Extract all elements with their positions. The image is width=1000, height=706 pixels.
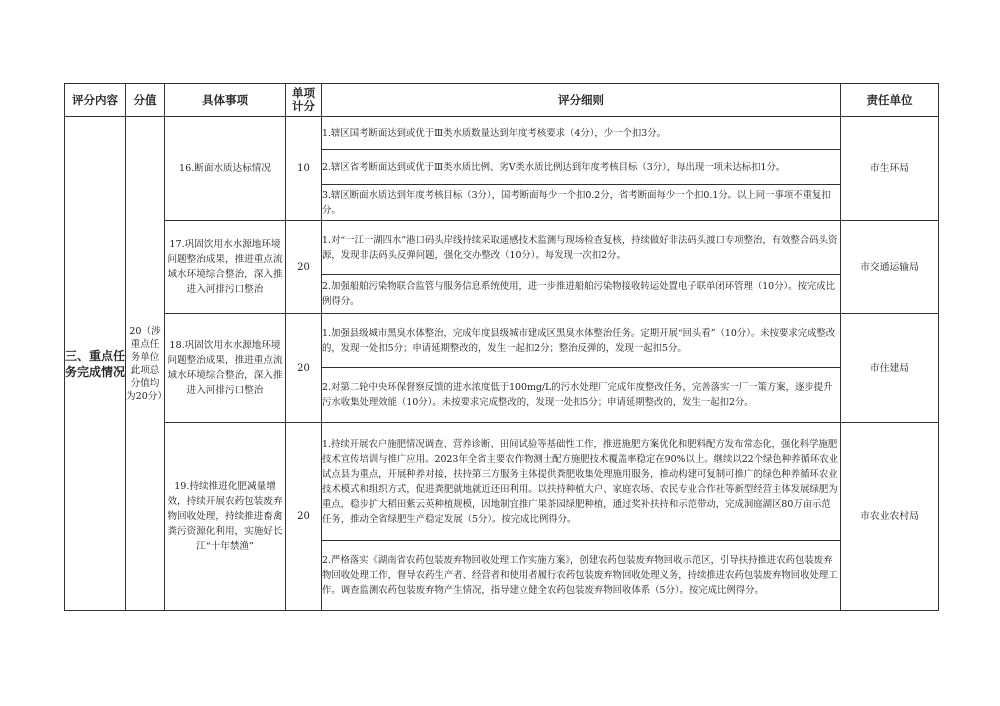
- item-title-17: 17.巩固饮用水水源地环境问题整治成果，推进重点流域水环境综合整治，深入推进入河排污口整治: [165, 221, 286, 314]
- header-item: 具体事项: [165, 84, 286, 117]
- item-title-16: 16.断面水质达标情况: [165, 117, 286, 221]
- category-score: 20（涉重点任务单位此项总分值均为20分）: [126, 117, 165, 611]
- header-unit: 责任单位: [841, 84, 939, 117]
- detail-18-2: 2.对第二轮中央环保督察反馈的进水浓度低于100mg/L的污水处理厂完成年度整改任务，完善落实一厂一策方案，逐步提升污水收集处理效能（10分）。未按要求完成整改的，发现一处扣5分；申请延期整改的，发生一起扣2分。: [322, 368, 841, 423]
- header-detail: 评分细则: [322, 84, 841, 117]
- header-content: 评分内容: [65, 84, 126, 117]
- scoring-table: [64, 83, 939, 611]
- header-score: 分值: [126, 84, 165, 117]
- category-name: 三、重点任务完成情况: [65, 117, 126, 611]
- item-unit-18: 市住建局: [841, 314, 939, 423]
- detail-16-1: 1.辖区国考断面达到或优于Ⅲ类水质数量达到年度考核要求（4分），少一个扣3分。: [322, 117, 841, 150]
- item-title-19: 19.持续推进化肥减量增效，持续开展农药包装废弃物回收处理，持续推进畜禽粪污资源化利用，实施好长江“十年禁渔”: [165, 423, 286, 611]
- table-row: [65, 423, 939, 541]
- detail-17-2: 2.加强船舶污染物联合监管与服务信息系统使用，进一步推进船舶污染物接收转运处置电子联单闭环管理（10分）。按完成比例得分。: [322, 275, 841, 314]
- table-row: [65, 221, 939, 275]
- item-title-18: 18.巩固饮用水水源地环境问题整治成果，推进重点流域水环境综合整治，深入推进入河排污口整治: [165, 314, 286, 423]
- detail-16-3: 3.辖区断面水质达到年度考核目标（3分），国考断面每少一个扣0.2分，省考断面每少一个扣0.1分。以上同一事项不重复扣分。: [322, 185, 841, 221]
- detail-17-1: 1.对“一江一湖四水”港口码头岸线持续采取遥感技术监测与现场检查复核，持续做好非法码头渡口专项整治，有效整合码头资源，发现非法码头反弹问题，强化交办整改（10分）。每发现一次扣2分。: [322, 221, 841, 275]
- item-unit-17: 市交通运输局: [841, 221, 939, 314]
- header-row: [65, 84, 939, 117]
- item-points-17: 20: [286, 221, 322, 314]
- item-unit-16: 市生环局: [841, 117, 939, 221]
- item-points-19: 20: [286, 423, 322, 611]
- detail-18-1: 1.加强县级城市黑臭水体整治，完成年度县级城市建成区黑臭水体整治任务。定期开展“回头看”（10分）。未按要求完成整改的，发现一处扣5分；申请延期整改的，发生一起扣2分；整治反弹的，发现一起扣5分。: [322, 314, 841, 368]
- table-row: [65, 314, 939, 368]
- header-points: 单项 计分: [286, 84, 322, 117]
- detail-19-1: 1.持续开展农户施肥情况调查、营养诊断、田间试验等基础性工作，推进施肥方案优化和肥料配方发布常态化，强化科学施肥技术宣传培训与推广应用。2023年全省主要农作物测土配方施肥技术覆盖率稳定在90%以上。继续以22个绿色种养循环农业试点县为重点，开展种养对接，扶持第三方服务主体提供粪肥收集处理施用服务，推动构建可复制可推广的绿色种养循环农业技术模式和组织方式，促进粪肥就地就近还田利用。以扶持种植大户、家庭农场、农民专业合作社等新型经营主体发展绿肥为重点，稳步扩大稻田紫云英种植规模，因地制宜推广果茶园绿肥种植，通过奖补扶持和示范带动，完成洞庭湖区80万亩示范任务，推动全省绿肥生产稳定发展（5分）。按完成比例得分。: [322, 423, 841, 541]
- item-points-18: 20: [286, 314, 322, 423]
- item-unit-19: 市农业农村局: [841, 423, 939, 611]
- table-row: [65, 117, 939, 150]
- detail-16-2: 2.辖区省考断面达到或优于Ⅲ类水质比例、劣Ⅴ类水质比例达到年度考核目标（3分），每出现一项未达标扣1分。: [322, 150, 841, 185]
- detail-19-2: 2.严格落实《湖南省农药包装废弃物回收处理工作实施方案》，创建农药包装废弃物回收示范区，引导扶持推进农药包装废弃物回收处理工作，督导农药生产者、经营者和使用者履行农药包装废弃物回收处理义务，持续推进农药包装废弃物回收处理工作。调查监测农药包装废弃物产生情况，指导建立健全农药包装废弃物回收体系（5分）。按完成比例得分。: [322, 541, 841, 611]
- item-points-16: 10: [286, 117, 322, 221]
